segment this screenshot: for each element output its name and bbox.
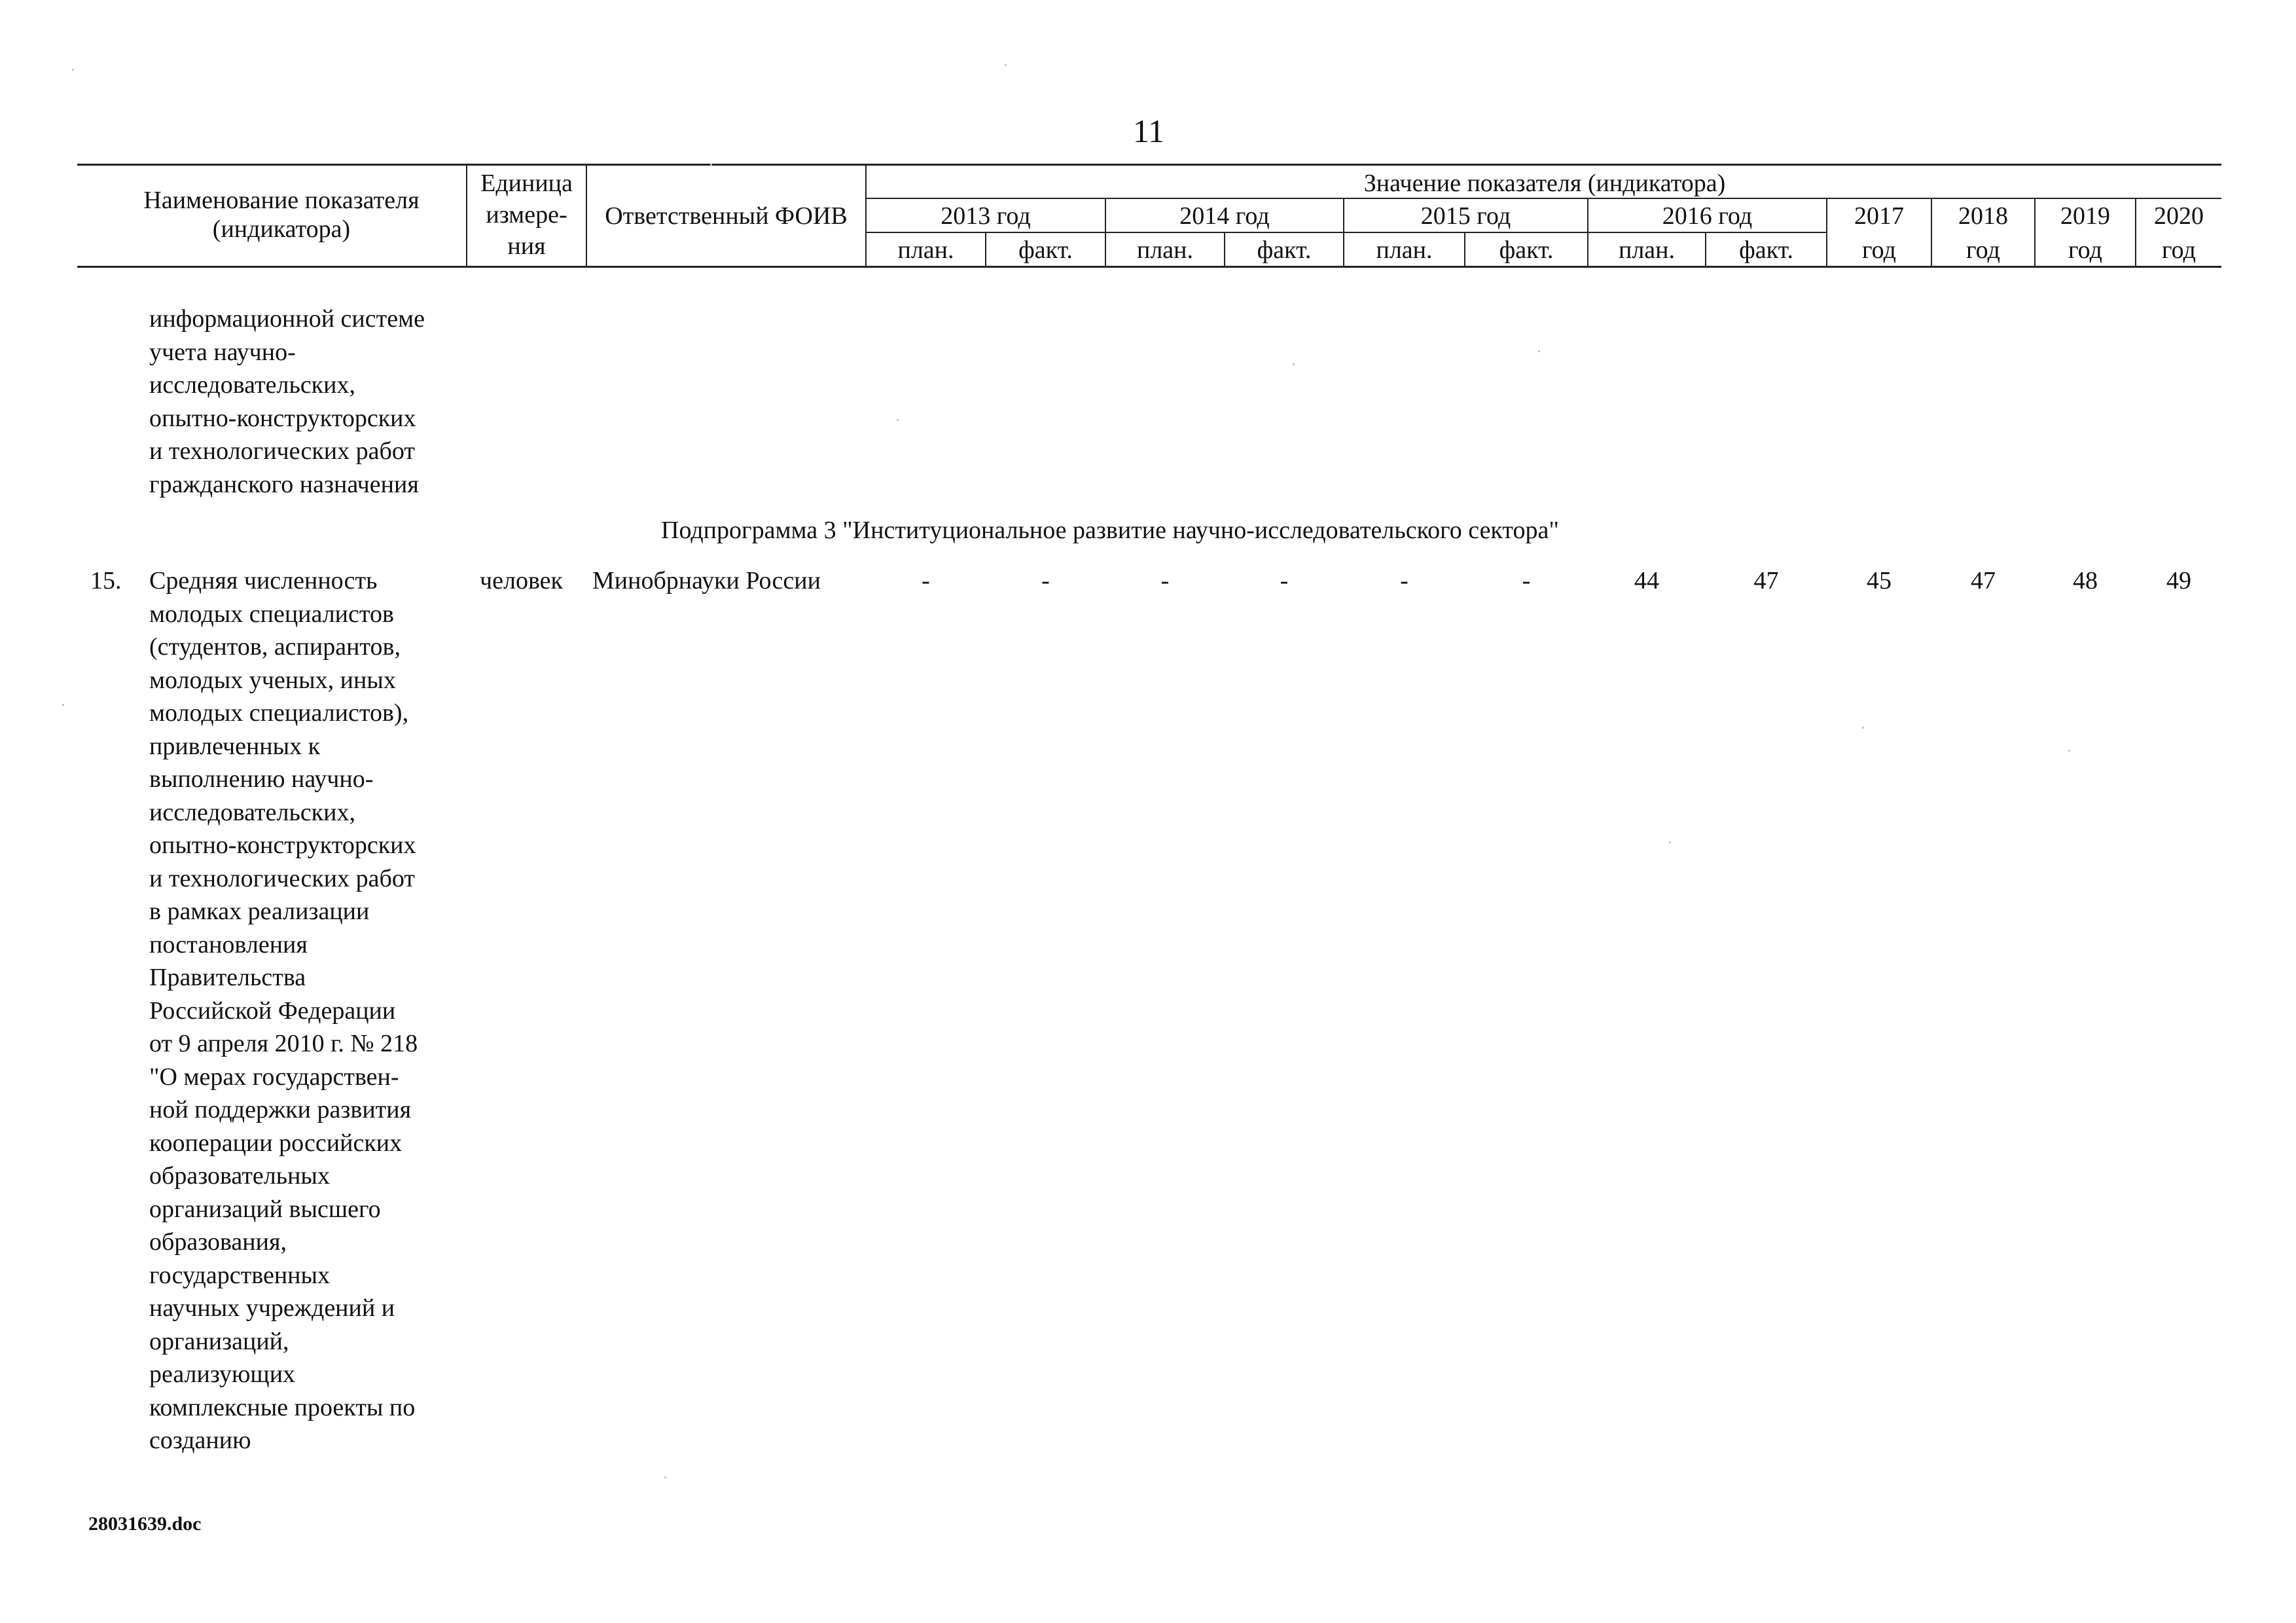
row-15-2016-fact: 47 (1753, 567, 1779, 594)
header-fact-2014: факт. (1257, 236, 1312, 264)
header-year-2014: 2014 год (1179, 202, 1270, 230)
scan-speck (710, 164, 712, 166)
header-year-2020: 2020 год (2154, 202, 2204, 264)
header-year-2018: 2018 год (1958, 202, 2008, 264)
row-15-2017: 45 (1867, 567, 1892, 594)
header-plan-2016: план. (1618, 236, 1675, 264)
header-top-rule (77, 164, 2221, 166)
header-bottom-rule (77, 266, 2221, 268)
row-15-2014-fact: - (1280, 567, 1289, 594)
scan-speck (1293, 363, 1295, 365)
header-foiv: Ответственный ФОИВ (605, 202, 848, 230)
continuation-text: информационной системе учета научно- исследовательских, опытно-конструкторских и технологических работ гражданского назначения (149, 305, 425, 498)
row-15-indicator-name: Средняя численность молодых специалистов (студентов, аспирантов, молодых ученых, иных молодых специалистов), привлеченных к выполнению научно- исследовательских, опытно-конструкторских и технологических работ в рамках реализации постановления Правительства Российской Федерации от 9 апреля 2010 г. № 218 "О мерах государствен- ной поддержки развития кооперации российских образовательных организаций высшего образования, государственных научных учреждений и организаций, реализующих комплексные проекты по созданию (149, 567, 418, 1454)
row-15-unit: человек (480, 567, 563, 594)
value-group-rule (865, 198, 2221, 199)
scan-speck (664, 1476, 666, 1478)
scan-speck (72, 69, 74, 71)
scan-speck (62, 704, 64, 706)
header-plan-2014: план. (1136, 236, 1193, 264)
row-15-number: 15. (90, 567, 122, 594)
row-15-2018: 47 (1971, 567, 1996, 594)
row-15-2013-fact: - (1041, 567, 1050, 594)
scan-speck (1005, 64, 1007, 66)
header-value-group: Значение показателя (индикатора) (1363, 170, 1726, 197)
header-year-2013: 2013 год (941, 202, 1031, 230)
header-year-2019: 2019 год (2060, 202, 2110, 264)
subprogram-title: Подпрограмма 3 "Институциональное развитие научно-исследовательского сектора" (661, 517, 1559, 544)
row-15-2020: 49 (2166, 567, 2191, 594)
header-plan-2015: план. (1376, 236, 1433, 264)
header-fact-2013: факт. (1018, 236, 1073, 264)
row-15-2019: 48 (2073, 567, 2098, 594)
scan-speck (2068, 750, 2070, 752)
footer-doc-id: 28031639.doc (88, 1513, 202, 1535)
scan-speck (1538, 350, 1540, 352)
row-15-foiv: Минобрнауки России (592, 567, 821, 594)
page-number: 11 (1132, 113, 1165, 149)
header-year-2017: 2017 год (1854, 202, 1904, 264)
row-15-2015-fact: - (1522, 567, 1531, 594)
scan-speck (1669, 841, 1671, 843)
header-fact-2015: факт. (1499, 236, 1554, 264)
scan-speck (1862, 727, 1864, 729)
header-plan-2013: план. (897, 236, 954, 264)
header-unit: Единица измере- ния (480, 170, 573, 260)
row-15-2016-plan: 44 (1634, 567, 1659, 594)
header-fact-2016: факт. (1739, 236, 1793, 264)
year-subrow-rule (865, 232, 1826, 233)
header-year-2016: 2016 год (1662, 202, 1753, 230)
row-15-2015-plan: - (1400, 567, 1408, 594)
header-year-2015: 2015 год (1420, 202, 1511, 230)
scan-speck (897, 419, 899, 421)
row-15-2013-plan: - (922, 567, 930, 594)
header-indicator-name: Наименование показателя (индикатора) (143, 187, 420, 243)
row-15-2014-plan: - (1160, 567, 1170, 594)
